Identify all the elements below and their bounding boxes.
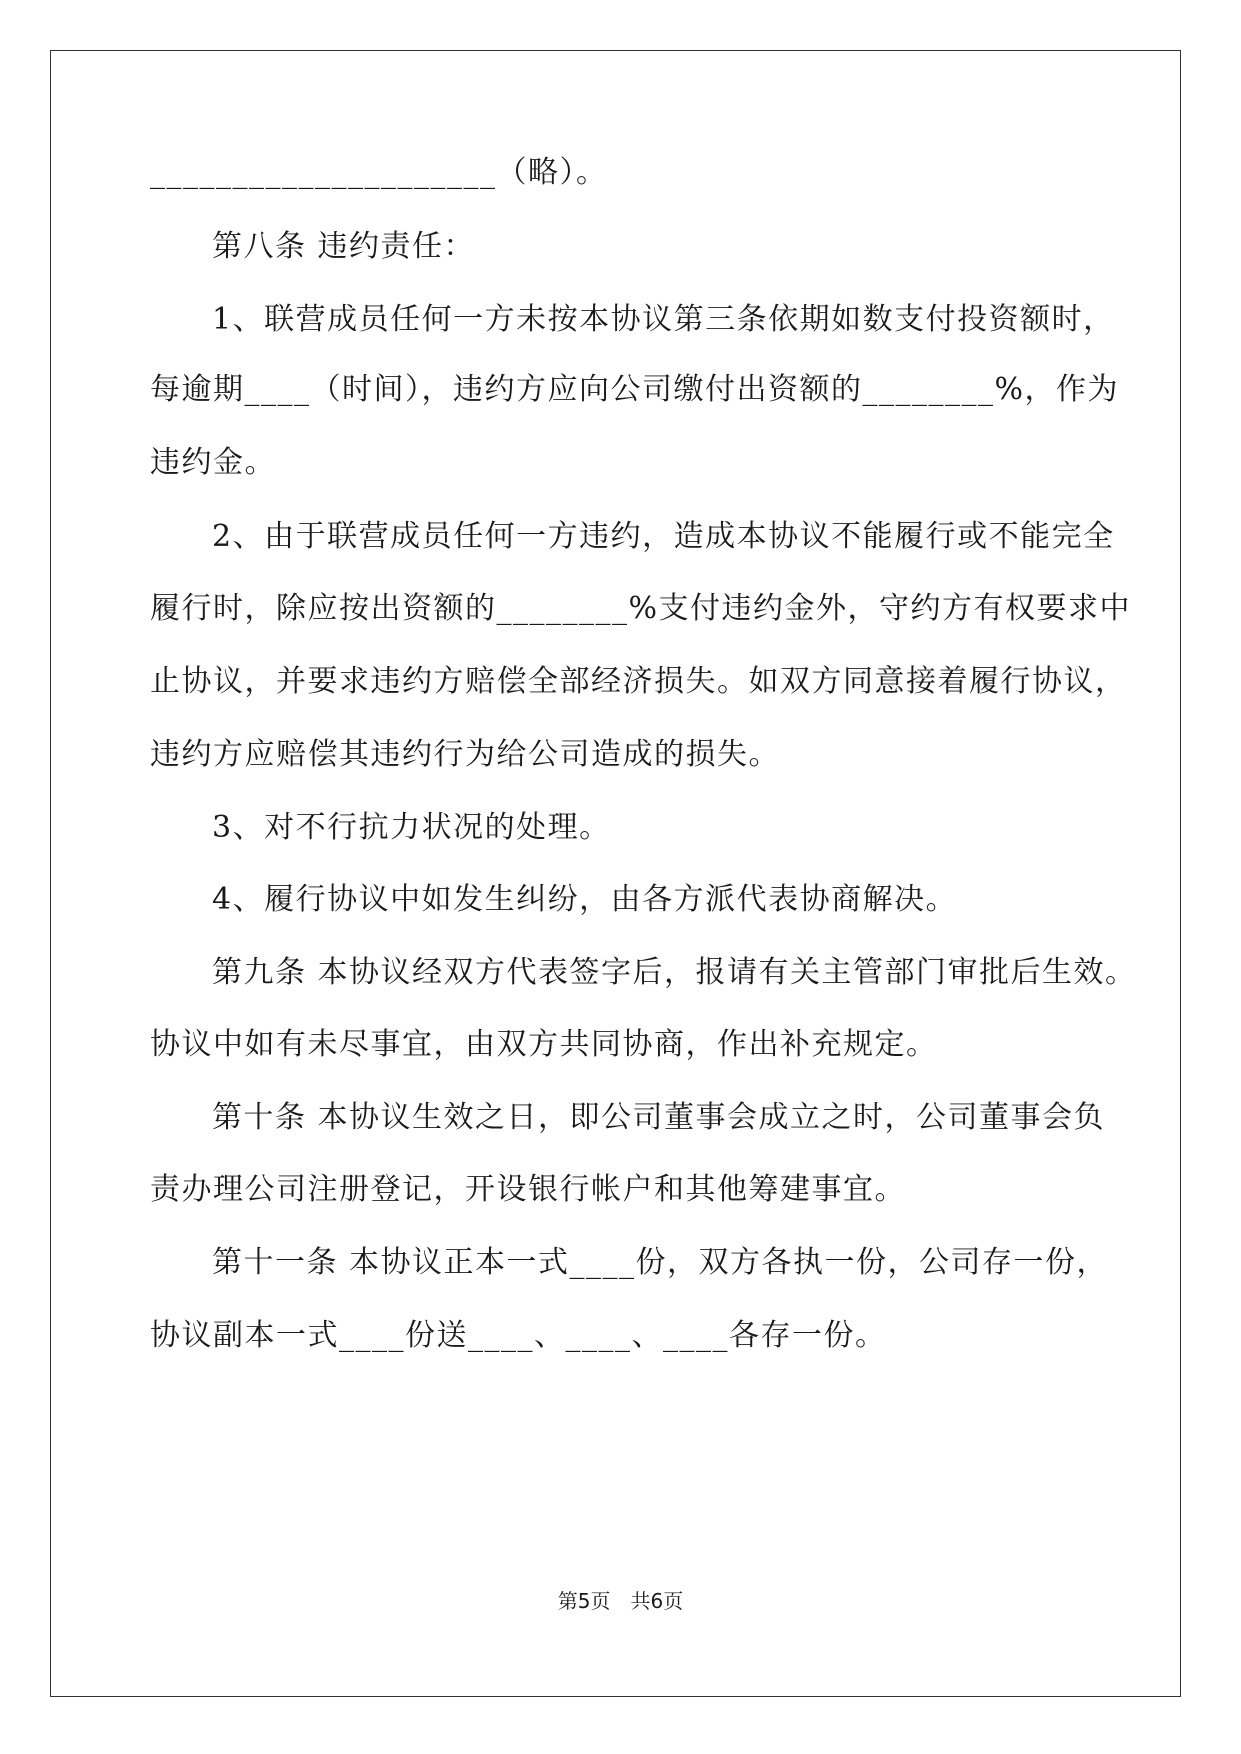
text-line-omitted: _____________________（略）。 — [150, 155, 608, 190]
article-8-clause-3: 3、对不行抗力状况的处理。 — [212, 810, 611, 845]
article-10-cont: 责办理公司注册登记，开设银行帐户和其他筹建事宜。 — [150, 1172, 906, 1207]
article-8-clause-2-end: 违约方应赔偿其违约行为给公司造成的损失。 — [150, 737, 780, 772]
article-8-clause-1-end: 违约金。 — [150, 445, 276, 480]
article-8-clause-2: 2、由于联营成员任何一方违约，造成本协议不能履行或不能完全 — [212, 519, 1115, 554]
article-11-cont: 协议副本一式____份送____、____、____各存一份。 — [150, 1318, 887, 1353]
article-8-clause-2-cont: 履行时，除应按出资额的________%支付违约金外，守约方有权要求中 — [150, 591, 1132, 626]
article-8-clause-1-cont: 每逾期____（时间），违约方应向公司缴付出资额的________%，作为 — [150, 372, 1120, 407]
article-9-cont: 协议中如有未尽事宜，由双方共同协商，作出补充规定。 — [150, 1027, 938, 1062]
article-11: 第十一条 本协议正本一式____份，双方各执一份，公司存一份， — [212, 1245, 1109, 1280]
article-8-clause-4: 4、履行协议中如发生纠纷，由各方派代表协商解决。 — [212, 882, 958, 917]
article-8-heading: 第八条 违约责任： — [212, 229, 476, 264]
article-9: 第九条 本协议经双方代表签字后，报请有关主管部门审批后生效。 — [212, 955, 1137, 990]
page-frame — [50, 50, 1181, 1697]
article-8-clause-2-cont: 止协议，并要求违约方赔偿全部经济损失。如双方同意接着履行协议， — [150, 664, 1127, 699]
article-10: 第十条 本协议生效之日，即公司董事会成立之时，公司董事会负 — [212, 1100, 1106, 1135]
article-8-clause-1: 1、联营成员任何一方未按本协议第三条依期如数支付投资额时， — [212, 302, 1115, 337]
page-number-footer: 第5页 共6页 — [557, 1589, 684, 1613]
